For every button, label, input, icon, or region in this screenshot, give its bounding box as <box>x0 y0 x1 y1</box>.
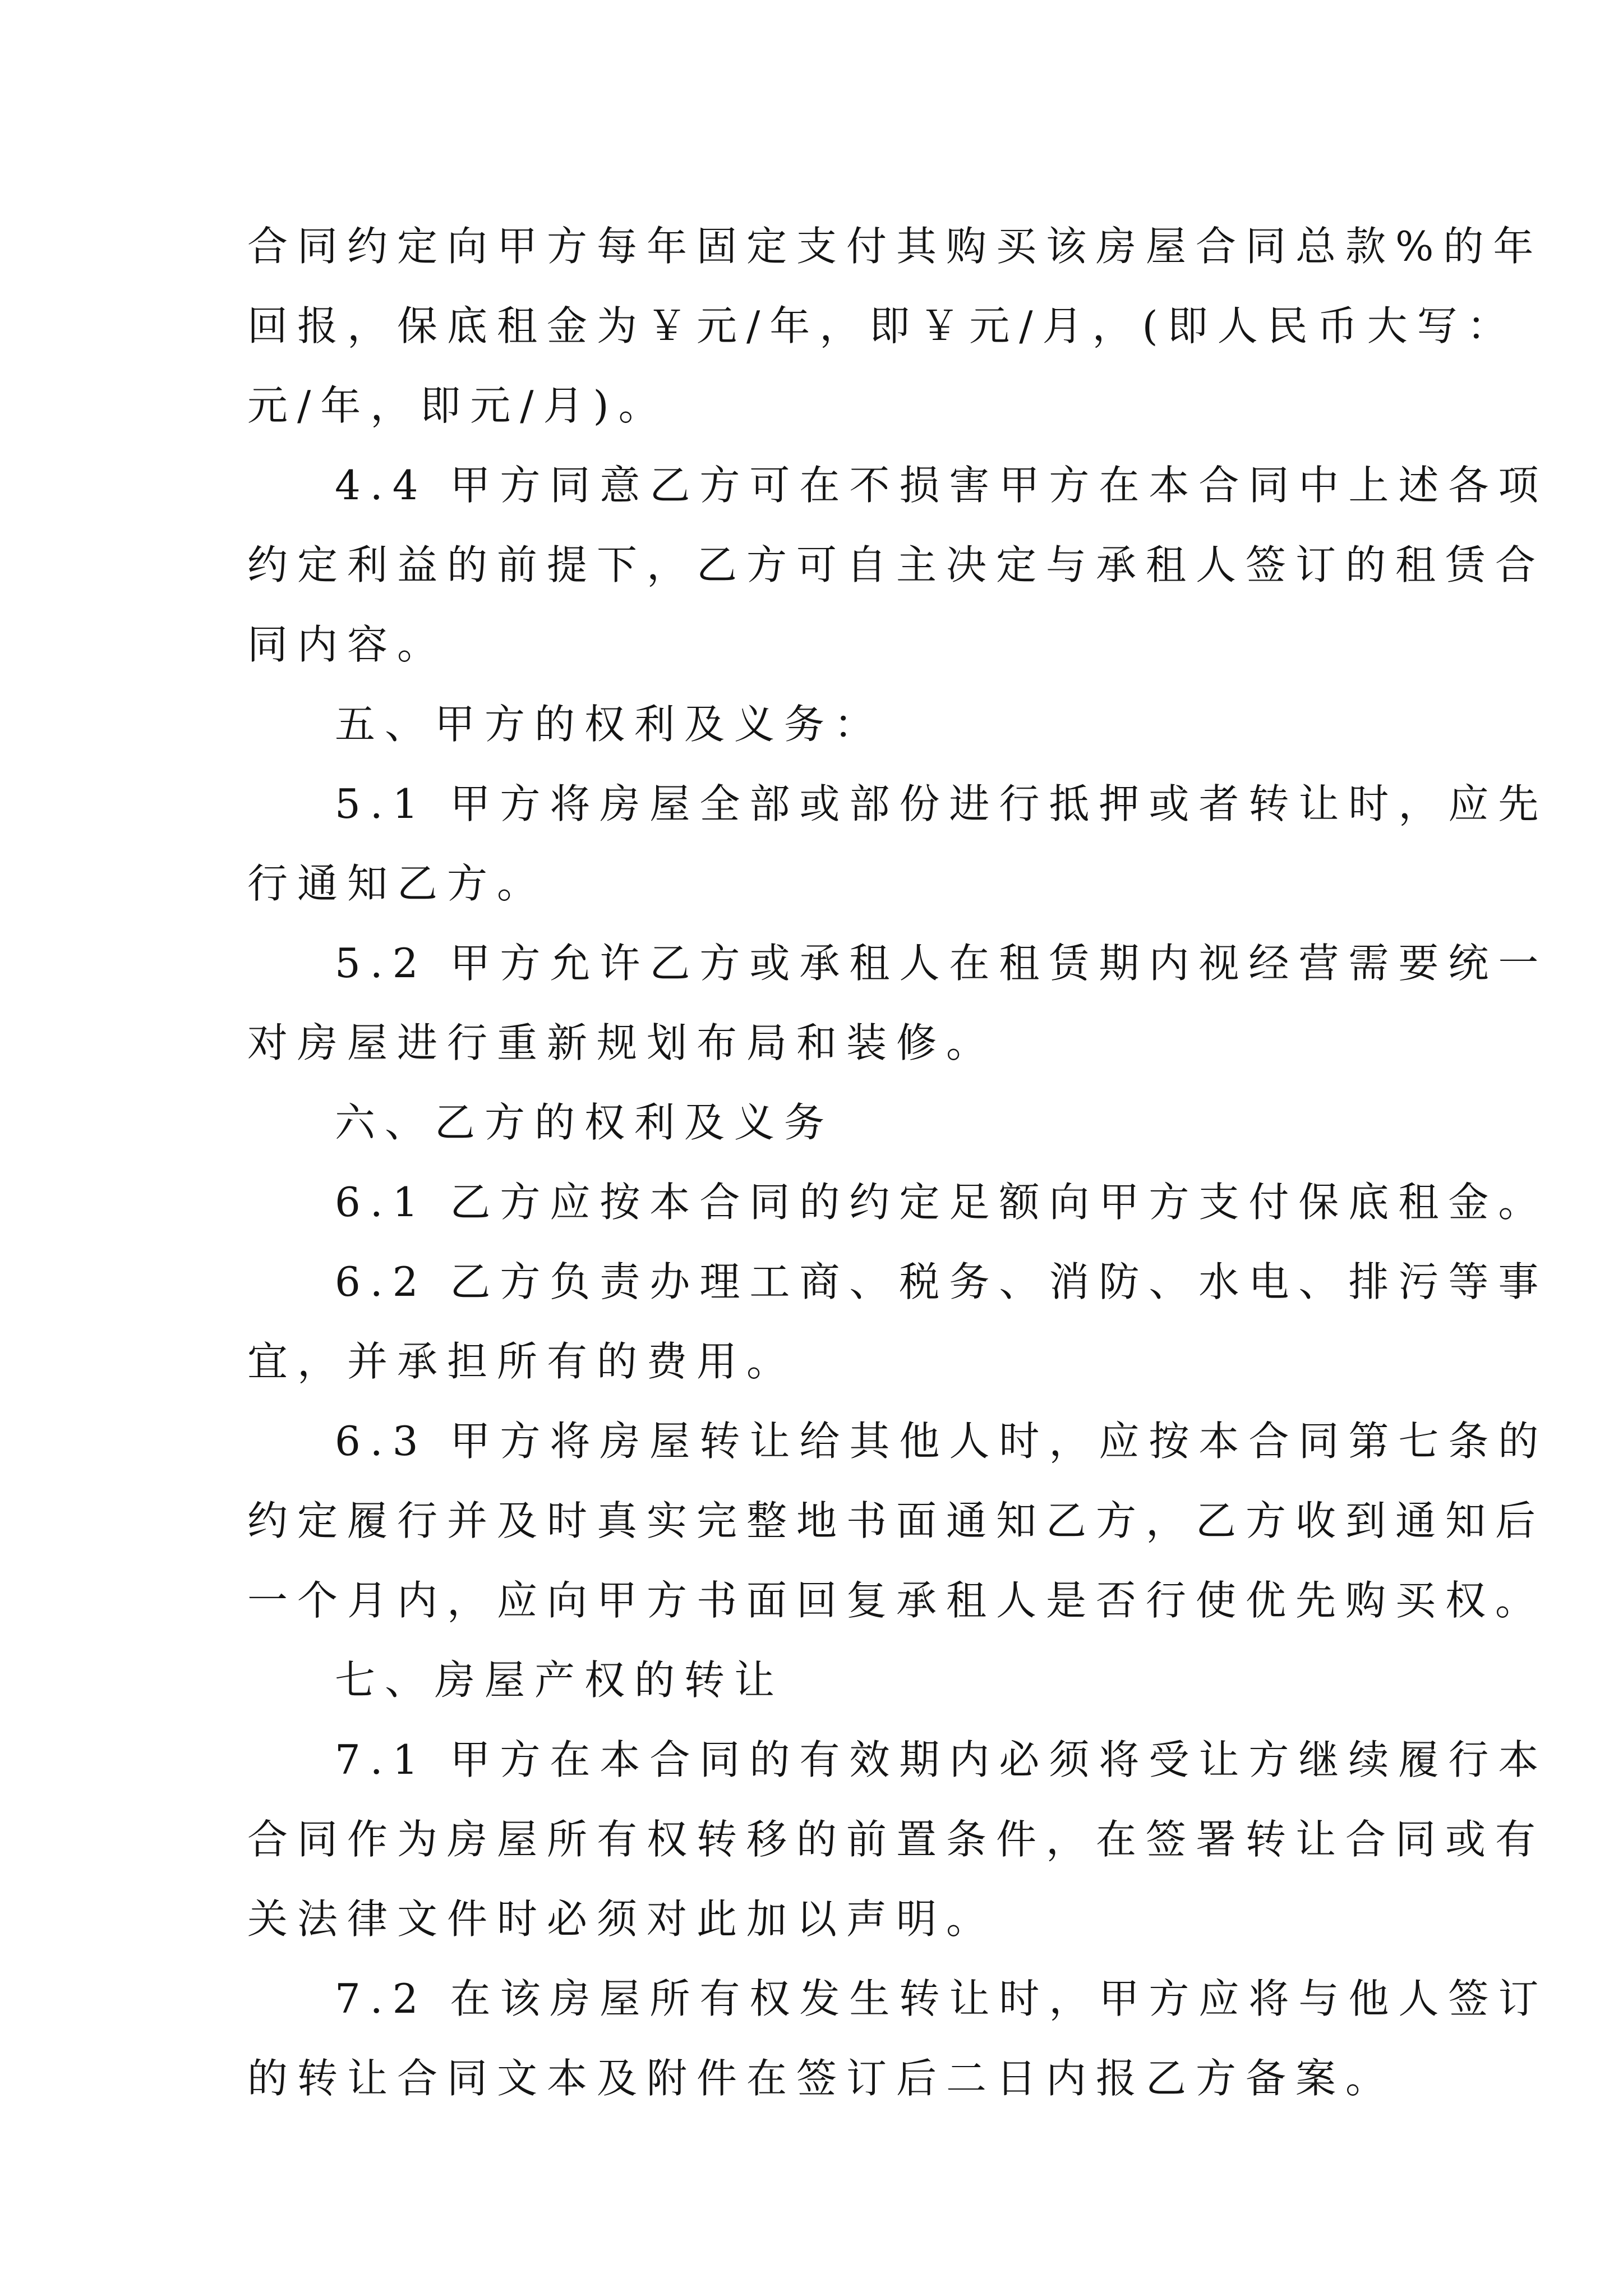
text-line: 合同约定向甲方每年固定支付其购买该房屋合同总款%的年 <box>247 223 1543 270</box>
clause-7-1: 7.1 甲方在本合同的有效期内必须将受让方继续履行本 <box>335 1736 1548 1783</box>
text-line: 一个月内，应向甲方书面回复承租人是否行使优先购买权。 <box>247 1577 1546 1624</box>
text-line: 同内容。 <box>247 621 448 668</box>
section-heading-6: 六、乙方的权利及义务 <box>335 1099 834 1146</box>
clause-4-4: 4.4 甲方同意乙方可在不损害甲方在本合同中上述各项 <box>335 462 1548 509</box>
section-heading-5: 五、甲方的权利及义务： <box>335 701 884 748</box>
clause-6-1: 6.1 乙方应按本合同的约定足额向甲方支付保底租金。 <box>335 1179 1548 1226</box>
clause-7-2: 7.2 在该房屋所有权发生转让时，甲方应将与他人签订 <box>335 1975 1548 2022</box>
text-line: 约定利益的前提下，乙方可自主决定与承租人签订的租赁合 <box>247 541 1546 588</box>
text-line: 回报，保底租金为￥元/年，即￥元/月，(即人民币大写： <box>247 302 1517 349</box>
clause-5-2: 5.2 甲方允许乙方或承租人在租赁期内视经营需要统一 <box>335 940 1548 987</box>
text-line: 合同作为房屋所有权转移的前置条件，在签署转让合同或有 <box>247 1816 1546 1863</box>
text-line: 行通知乙方。 <box>247 860 547 907</box>
contract-text-body <box>247 206 1548 2118</box>
clause-5-1: 5.1 甲方将房屋全部或部份进行抵押或者转让时，应先 <box>335 780 1548 827</box>
text-line: 约定履行并及时真实完整地书面通知乙方，乙方收到通知后 <box>247 1497 1546 1544</box>
text-line: 元/年，即元/月)。 <box>247 382 668 429</box>
clause-6-2: 6.2 乙方负责办理工商、税务、消防、水电、排污等事 <box>335 1258 1548 1305</box>
text-line: 的转让合同文本及附件在签订后二日内报乙方备案。 <box>247 2055 1396 2102</box>
text-line: 关法律文件时必须对此加以声明。 <box>247 1895 997 1943</box>
section-heading-7: 七、房屋产权的转让 <box>335 1657 785 1704</box>
text-line: 对房屋进行重新规划布局和装修。 <box>247 1019 997 1066</box>
text-line: 宜，并承担所有的费用。 <box>247 1338 797 1385</box>
clause-6-3: 6.3 甲方将房屋转让给其他人时，应按本合同第七条的 <box>335 1418 1548 1465</box>
